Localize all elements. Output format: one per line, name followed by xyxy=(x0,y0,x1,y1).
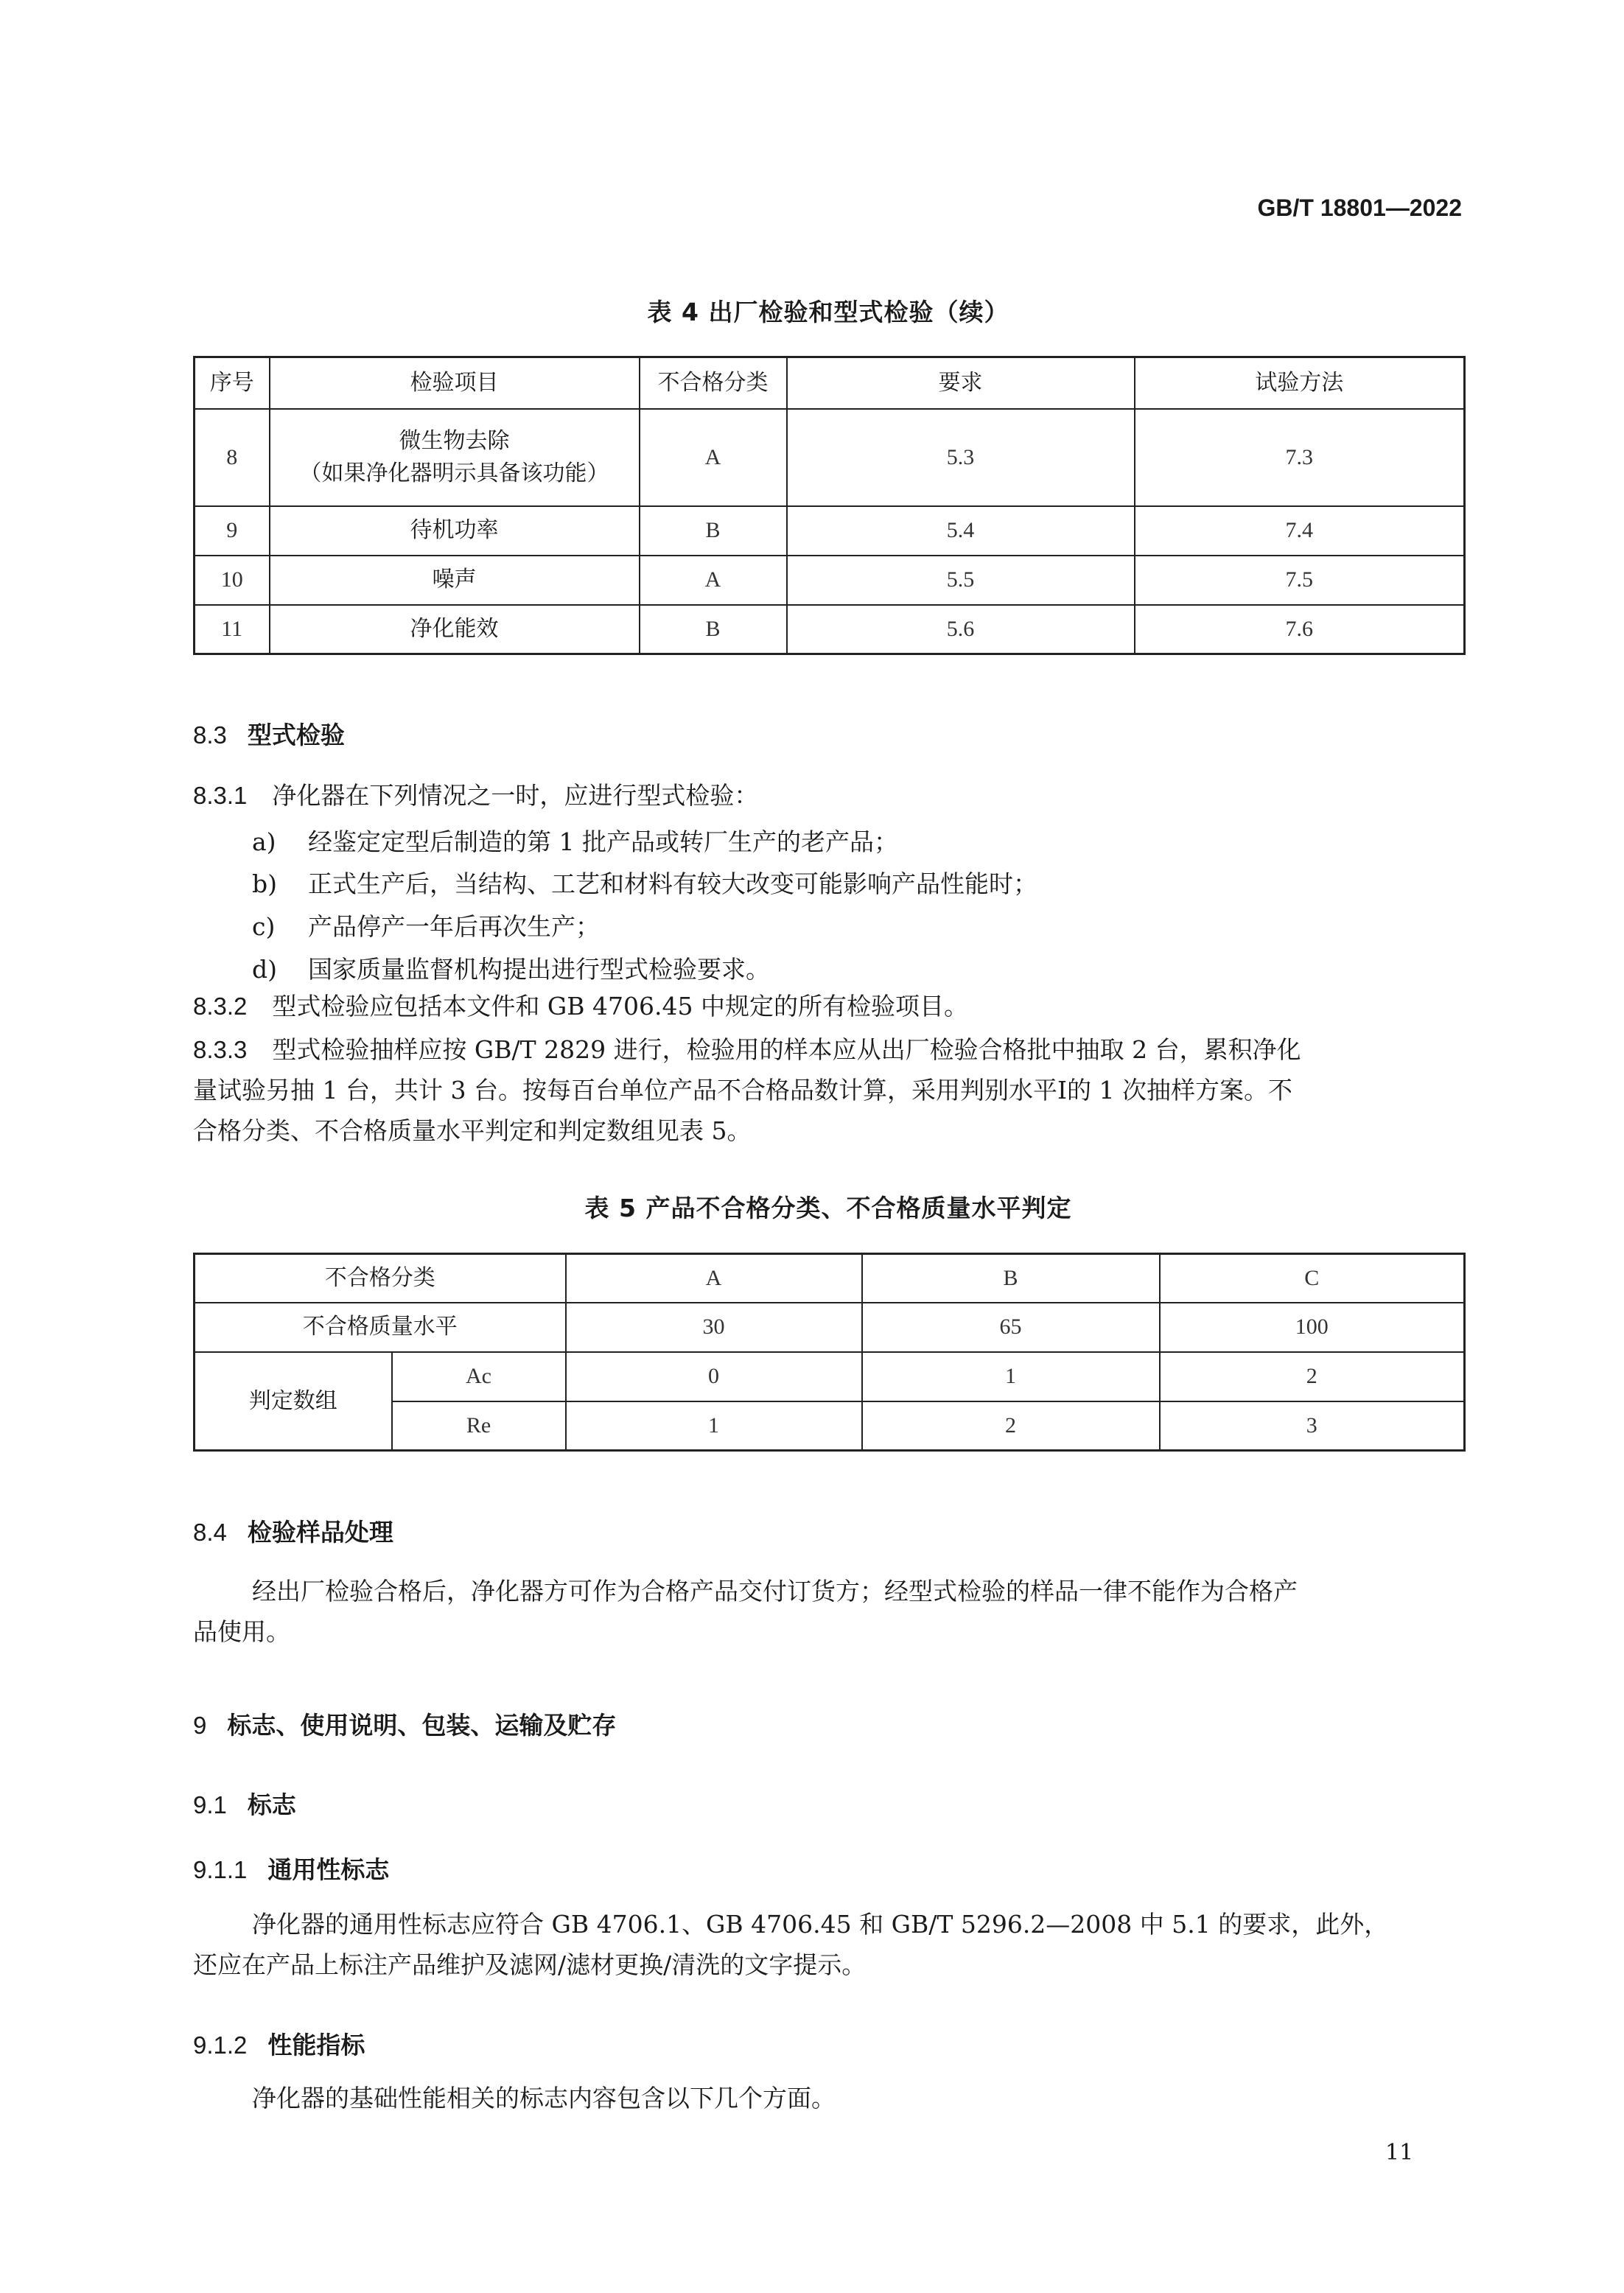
section-number: 9.1.2 xyxy=(193,2031,248,2059)
chapter-title: 标志、使用说明、包装、运输及贮存 xyxy=(227,1711,617,1740)
quality-level-cell: 65 xyxy=(862,1303,1160,1352)
table-4-header-row xyxy=(195,357,1465,409)
inspection-item-line2: （如果净化器明示具备该功能） xyxy=(299,460,609,486)
list-marker: d) xyxy=(252,955,277,984)
section-title: 标志 xyxy=(247,1790,296,1819)
test-method-clause: 7.6 xyxy=(1135,605,1465,654)
row-number: 11 xyxy=(195,605,270,654)
clause-text: 型式检验应包括本文件和 GB 4706.45 中规定的所有检验项目。 xyxy=(272,992,968,1021)
row-label: 不合格质量水平 xyxy=(195,1303,566,1352)
section-number: 8.3 xyxy=(193,721,227,749)
quality-level-cell: 30 xyxy=(566,1303,862,1352)
table-row xyxy=(195,556,1465,605)
clause-8-3-1 xyxy=(193,775,758,816)
requirement-clause: 5.3 xyxy=(787,409,1135,506)
table-5-caption: 表 5 产品不合格分类、不合格质量水平判定 xyxy=(584,1194,1072,1222)
section-9-1-2-body xyxy=(193,2078,1463,2118)
column-header: 试验方法 xyxy=(1135,357,1465,409)
clause-number: 8.3.1 xyxy=(193,782,248,809)
list-text: 国家质量监督机构提出进行型式检验要求。 xyxy=(308,955,770,984)
list-text: 产品停产一年后再次生产； xyxy=(308,912,600,941)
table-row xyxy=(195,1254,1465,1303)
table-row xyxy=(195,1352,1465,1401)
re-value: 2 xyxy=(862,1401,1160,1451)
nonconformity-category: B xyxy=(640,506,787,556)
section-title: 通用性标志 xyxy=(267,1855,390,1884)
table-4-caption: 表 4 出厂检验和型式检验（续） xyxy=(647,298,1009,326)
test-method-clause: 7.5 xyxy=(1135,556,1465,605)
inspection-item: 噪声 xyxy=(270,556,640,605)
clause-text: 型式检验抽样应按 GB/T 2829 进行，检验用的样本应从出厂检验合格批中抽取 2 台，累积净化 xyxy=(272,1035,1301,1064)
list-marker: c) xyxy=(252,912,276,941)
chapter-number: 9 xyxy=(193,1712,207,1739)
category-cell: A xyxy=(566,1254,862,1303)
page-number: 11 xyxy=(1385,2140,1414,2166)
clause-line: 量试验另抽 1 台，共计 3 台。按每百台单位产品不合格品数计算，采用判别水平Ⅰ的 1 次抽样方案。不 xyxy=(193,1076,1292,1105)
clause-line: 合格分类、不合格质量水平判定和判定数组见表 5。 xyxy=(193,1116,752,1145)
table-row xyxy=(195,409,1465,506)
inspection-item: 待机功率 xyxy=(270,506,640,556)
inspection-item-line1: 微生物去除 xyxy=(399,428,510,454)
ac-value: 1 xyxy=(862,1352,1160,1401)
ac-value: 0 xyxy=(566,1352,862,1401)
list-item xyxy=(252,865,1037,900)
paragraph-line: 净化器的基础性能相关的标志内容包含以下几个方面。 xyxy=(252,2084,836,2112)
category-cell: C xyxy=(1160,1254,1465,1303)
list-text: 正式生产后，当结构、工艺和材料有较大改变可能影响产品性能时； xyxy=(308,869,1037,898)
clause-number: 8.3.3 xyxy=(193,1036,248,1063)
table-5 xyxy=(193,1253,1466,1452)
row-label: 不合格分类 xyxy=(195,1254,566,1303)
clause-line xyxy=(193,1029,1463,1070)
column-header: 检验项目 xyxy=(270,357,640,409)
section-9-1-2-heading xyxy=(193,2026,365,2061)
clause-number: 8.3.2 xyxy=(193,993,248,1020)
section-9-1-1-body xyxy=(193,1904,1463,1985)
section-9-1-heading xyxy=(193,1786,296,1821)
list-text: 经鉴定定型后制造的第 1 批产品或转厂生产的老产品； xyxy=(308,827,898,856)
ac-label: Ac xyxy=(392,1352,566,1401)
table-row xyxy=(195,506,1465,556)
column-header: 要求 xyxy=(787,357,1135,409)
row-number: 8 xyxy=(195,409,270,506)
inspection-item: 净化能效 xyxy=(270,605,640,654)
paragraph-line: 净化器的通用性标志应符合 GB 4706.1、GB 4706.45 和 GB/T 5296.2—2008 中 5.1 的要求，此外， xyxy=(252,1910,1389,1939)
column-header: 不合格分类 xyxy=(640,357,787,409)
column-header: 序号 xyxy=(195,357,270,409)
re-value: 3 xyxy=(1160,1401,1465,1451)
section-title: 性能指标 xyxy=(267,2031,365,2059)
judgement-label: 判定数组 xyxy=(195,1352,392,1451)
clause-text: 净化器在下列情况之一时，应进行型式检验： xyxy=(272,781,759,810)
requirement-clause: 5.4 xyxy=(787,506,1135,556)
section-number: 8.4 xyxy=(193,1519,227,1546)
list-item xyxy=(252,823,898,858)
section-8-4-heading xyxy=(193,1513,393,1548)
table-row xyxy=(195,605,1465,654)
section-9-1-1-heading xyxy=(193,1851,389,1886)
row-number: 10 xyxy=(195,556,270,605)
section-title: 型式检验 xyxy=(247,721,345,749)
clause-8-3-2 xyxy=(193,986,968,1026)
requirement-clause: 5.6 xyxy=(787,605,1135,654)
paragraph-line: 还应在产品上标注产品维护及滤网/滤材更换/清洗的文字提示。 xyxy=(193,1950,867,1979)
list-marker: a) xyxy=(252,827,276,856)
table-row xyxy=(195,1303,1465,1352)
list-marker: b) xyxy=(252,869,277,898)
re-label: Re xyxy=(392,1401,566,1451)
nonconformity-category: A xyxy=(640,409,787,506)
section-title: 检验样品处理 xyxy=(247,1518,393,1547)
section-number: 9.1 xyxy=(193,1791,227,1818)
inspection-item xyxy=(270,409,640,506)
re-value: 1 xyxy=(566,1401,862,1451)
paragraph-line: 经出厂检验合格后，净化器方可作为合格产品交付订货方；经型式检验的样品一律不能作为合格产 xyxy=(252,1577,1298,1606)
ac-value: 2 xyxy=(1160,1352,1465,1401)
requirement-clause: 5.5 xyxy=(787,556,1135,605)
list-item xyxy=(252,908,600,942)
list-item xyxy=(252,951,770,985)
quality-level-cell: 100 xyxy=(1160,1303,1465,1352)
chapter-9-heading xyxy=(193,1706,616,1741)
test-method-clause: 7.4 xyxy=(1135,506,1465,556)
nonconformity-category: A xyxy=(640,556,787,605)
section-number: 9.1.1 xyxy=(193,1856,248,1883)
paragraph-line: 品使用。 xyxy=(193,1617,290,1646)
category-cell: B xyxy=(862,1254,1160,1303)
section-8-3-heading xyxy=(193,716,345,751)
standard-code: GB/T 18801—2022 xyxy=(1257,195,1462,221)
row-number: 9 xyxy=(195,506,270,556)
nonconformity-category: B xyxy=(640,605,787,654)
section-8-4-body xyxy=(193,1571,1463,1652)
clause-8-3-3 xyxy=(193,1029,1463,1151)
test-method-clause: 7.3 xyxy=(1135,409,1465,506)
table-4 xyxy=(193,356,1466,655)
